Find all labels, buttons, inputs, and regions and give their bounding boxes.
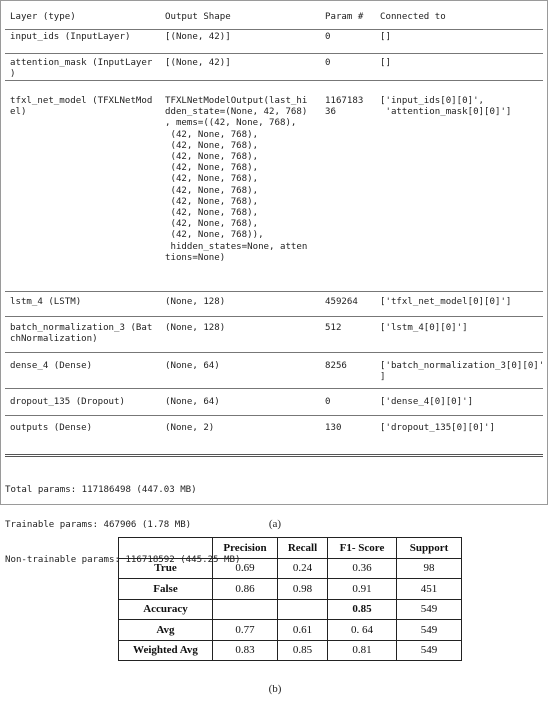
metrics-row-label: Avg: [119, 620, 213, 641]
metrics-row-label: Accuracy: [119, 599, 213, 620]
param-count: [325, 397, 330, 408]
metrics-recall-cell: 0.24: [278, 558, 328, 579]
caption-b: (b): [268, 683, 282, 695]
connected-to-line: []: [380, 58, 391, 68]
param-count-line: 0: [325, 32, 331, 42]
param-count: [325, 58, 330, 69]
metrics-precision-cell: [213, 599, 278, 620]
output-shape-line: (42, None, 768),: [165, 174, 259, 185]
output-shape-line: (None, 64): [165, 397, 220, 407]
caption-a: (a): [268, 518, 282, 530]
metrics-row: [119, 579, 462, 600]
param-count: [325, 361, 347, 372]
metrics-header-precision: Precision: [213, 538, 278, 559]
connected-to: [380, 32, 391, 43]
layer-name-line: batch_normalization_3 (Bat: [10, 323, 153, 333]
layer-name: [10, 423, 92, 434]
param-count: [325, 297, 358, 308]
connected-to: [380, 58, 391, 69]
output-shape-line: TFXLNetModelOutput(last_hi: [165, 96, 308, 106]
layer-name-line: attention_mask (InputLayer: [10, 58, 153, 68]
layer-divider: [5, 53, 543, 54]
output-shape-line: , mems=((42, None, 768),: [165, 118, 297, 129]
metrics-f1-score-cell: 0.81: [328, 640, 397, 661]
metrics-f1-score-cell: 0.36: [328, 558, 397, 579]
layer-name-line: el): [10, 107, 27, 118]
output-shape-line: (42, None, 768),: [165, 129, 259, 140]
metrics-header-blank: [119, 538, 213, 559]
layer-name: [10, 297, 81, 308]
header-output-shape: Output Shape: [165, 12, 231, 22]
layer-name: [10, 361, 92, 372]
metrics-row: [119, 620, 462, 641]
output-shape-line: (42, None, 768),: [165, 196, 259, 207]
connected-to: [380, 323, 468, 334]
output-shape: [165, 96, 307, 264]
metrics-precision-cell: 0.86: [213, 579, 278, 600]
header-param-count: Param #: [325, 12, 364, 22]
layer-name: [10, 58, 152, 80]
metrics-table: [118, 537, 462, 661]
output-shape-line: [(None, 42)]: [165, 32, 231, 42]
layer-divider: [5, 415, 543, 416]
metrics-row-label: Weighted Avg: [119, 640, 213, 661]
layer-name: [10, 397, 125, 408]
output-shape-line: (42, None, 768),: [165, 152, 259, 163]
metrics-support-cell: 98: [397, 558, 462, 579]
output-shape-line: (42, None, 768),: [165, 185, 259, 196]
output-shape: [165, 423, 214, 434]
output-shape: [165, 32, 231, 43]
connected-to-line: []: [380, 32, 391, 42]
metrics-precision-cell: 0.83: [213, 640, 278, 661]
output-shape-line: (None, 128): [165, 297, 226, 307]
total-params: Total params: 117186498 (447.03 MB): [5, 485, 197, 496]
param-count-line: 1167183: [325, 96, 364, 106]
param-count-line: 0: [325, 397, 331, 407]
totals-rule: [5, 454, 543, 457]
layer-name: [10, 96, 152, 118]
output-shape-line: (42, None, 768)),: [165, 230, 264, 241]
param-count-line: 512: [325, 323, 342, 333]
output-shape: [165, 58, 231, 69]
output-shape: [165, 323, 225, 334]
trainable-params: Trainable params: 467906 (1.78 MB): [5, 519, 192, 530]
layer-divider: [5, 80, 543, 81]
layer-divider: [5, 352, 543, 353]
connected-to-line: ['input_ids[0][0]',: [380, 96, 485, 106]
layer-name-line: input_ids (InputLayer): [10, 32, 131, 42]
connected-to: [380, 397, 473, 408]
metrics-header-row: [119, 538, 462, 559]
layer-name: [10, 32, 130, 43]
layer-divider: [5, 388, 543, 389]
param-count-line: 36: [325, 107, 336, 118]
layer-name-line: outputs (Dense): [10, 423, 93, 433]
metrics-header-f1: F1- Score: [328, 538, 397, 559]
metrics-support-cell: 549: [397, 599, 462, 620]
output-shape-line: dden_state=(None, 42, 768): [165, 107, 308, 118]
output-shape-line: hidden_states=None, atten: [165, 241, 308, 252]
connected-to-line: ['tfxl_net_model[0][0]']: [380, 297, 512, 307]
output-shape-line: (None, 64): [165, 361, 220, 371]
output-shape: [165, 361, 220, 372]
metrics-f1-score-cell: 0.91: [328, 579, 397, 600]
connected-to-line: ['dense_4[0][0]']: [380, 397, 474, 407]
metrics-header-support: Support: [397, 538, 462, 559]
layer-name-line: lstm_4 (LSTM): [10, 297, 82, 307]
output-shape-line: tions=None): [165, 252, 226, 263]
param-count: [325, 423, 341, 434]
metrics-row-label: False: [119, 579, 213, 600]
metrics-recall-cell: 0.85: [278, 640, 328, 661]
output-shape: [165, 397, 220, 408]
metrics-support-cell: 549: [397, 620, 462, 641]
output-shape: [165, 297, 225, 308]
header-layer-type: Layer (type): [10, 12, 76, 22]
metrics-row: [119, 640, 462, 661]
param-count-line: 0: [325, 58, 331, 68]
param-count-line: 459264: [325, 297, 358, 307]
connected-to: [380, 297, 511, 308]
metrics-recall-cell: 0.61: [278, 620, 328, 641]
layer-name-line: dropout_135 (Dropout): [10, 397, 125, 407]
metrics-row: [119, 599, 462, 620]
param-count: [325, 32, 330, 43]
connected-to-line: 'attention_mask[0][0]']: [380, 107, 512, 118]
output-shape-line: (None, 2): [165, 423, 215, 433]
output-shape-line: (None, 128): [165, 323, 226, 333]
param-count-line: 130: [325, 423, 342, 433]
output-shape-line: [(None, 42)]: [165, 58, 231, 68]
metrics-header-recall: Recall: [278, 538, 328, 559]
metrics-f1-score-cell: 0. 64: [328, 620, 397, 641]
header-connected-to: Connected to: [380, 12, 446, 22]
metrics-row-label: True: [119, 558, 213, 579]
layer-name-line: chNormalization): [10, 334, 98, 345]
connected-to-line: ['batch_normalization_3[0][0]': [380, 361, 545, 371]
output-shape-line: (42, None, 768),: [165, 140, 259, 151]
output-shape-line: (42, None, 768),: [165, 163, 259, 174]
metrics-row: [119, 558, 462, 579]
metrics-support-cell: 549: [397, 640, 462, 661]
layer-name-line: ): [10, 69, 16, 80]
connected-to-line: ['lstm_4[0][0]']: [380, 323, 468, 333]
metrics-precision-cell: 0.77: [213, 620, 278, 641]
connected-to: [380, 423, 495, 434]
connected-to-line: ['dropout_135[0][0]']: [380, 423, 495, 433]
connected-to: [380, 361, 544, 383]
non-trainable-params: Non-trainable params: 116718592 (445.25 MB): [5, 554, 241, 565]
layer-divider: [5, 291, 543, 292]
layer-divider: [5, 316, 543, 317]
metrics-f1-score-cell: 0.85: [328, 599, 397, 620]
metrics-recall-cell: 0.98: [278, 579, 328, 600]
connected-to: [380, 96, 511, 118]
param-count: [325, 323, 341, 334]
layer-name-line: dense_4 (Dense): [10, 361, 93, 371]
layer-name-line: tfxl_net_model (TFXLNetMod: [10, 96, 153, 106]
output-shape-line: (42, None, 768),: [165, 208, 259, 219]
header-rule: [5, 29, 543, 30]
layer-name: [10, 323, 152, 345]
metrics-support-cell: 451: [397, 579, 462, 600]
metrics-recall-cell: [278, 599, 328, 620]
param-count: [325, 96, 363, 118]
connected-to-line: ]: [380, 372, 386, 383]
output-shape-line: (42, None, 768),: [165, 219, 259, 230]
param-count-line: 8256: [325, 361, 347, 371]
metrics-precision-cell: 0.69: [213, 558, 278, 579]
